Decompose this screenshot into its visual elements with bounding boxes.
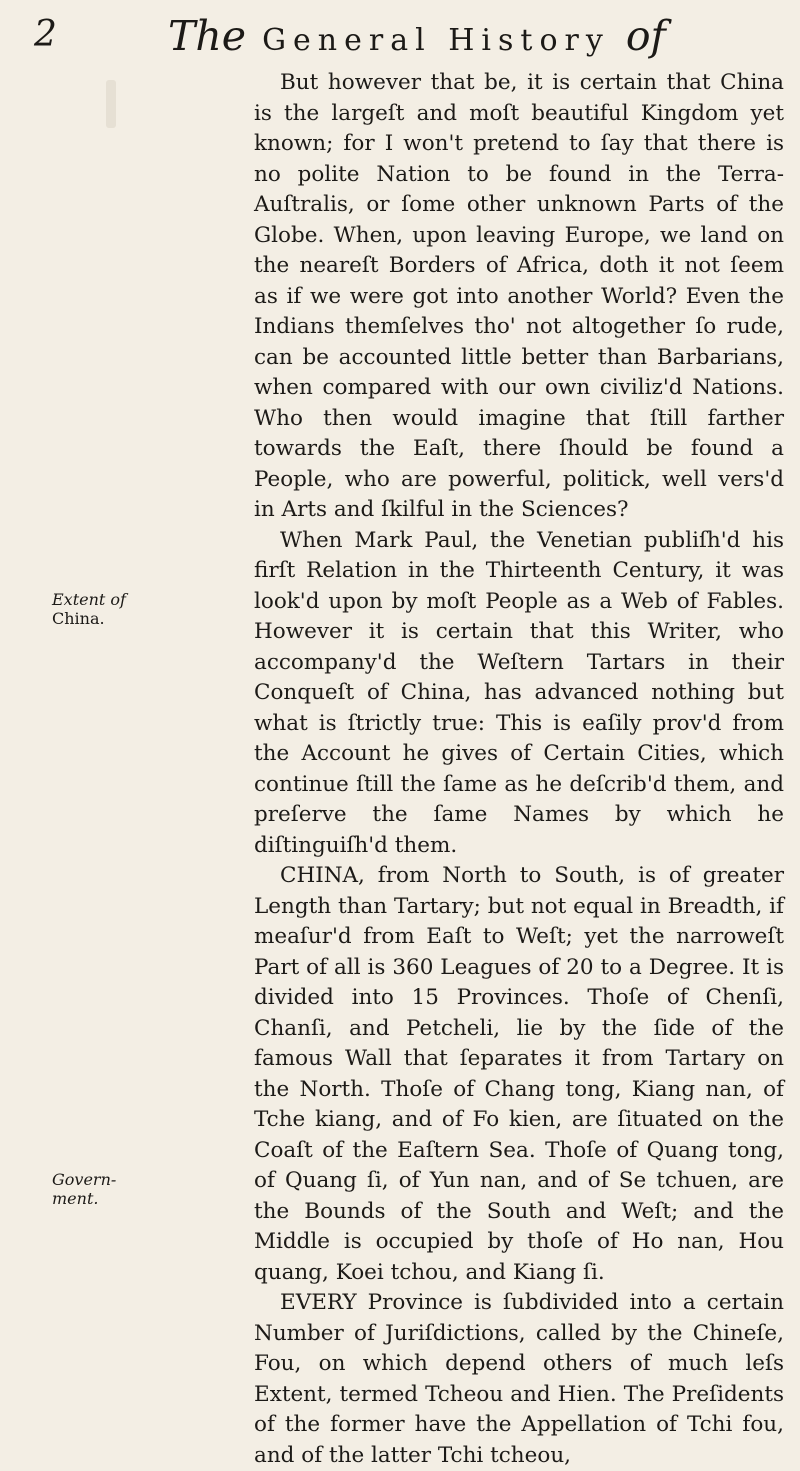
- running-header: [0, 10, 800, 70]
- margin-note-government: [52, 1170, 116, 1208]
- margin-note-extent: [52, 590, 126, 628]
- margin-note-govern-line1: Govern-: [52, 1170, 117, 1189]
- page-number: 2: [34, 14, 57, 55]
- main-text: [254, 68, 784, 1471]
- running-title: [168, 12, 666, 60]
- paragraph-3: CHINA, from North to South, is of greater Length than Tartary; but not equal in Breadth, if meaſur'd from Eaſt to Weſt; yet the narroweſt Part of all is 360 Leagues of 20 to a Degree. It is divided into 15 Provinces. Thoſe of Chenſi, Chanſi, and Petcheli, lie by the ſide of the famous Wall that ſeparates it from Tartary on the North. Thoſe of Chang tong, Kiang nan, of Tche kiang, and of Fo kien, are ſituated on the Coaſt of the Eaſtern Sea. Thoſe of Quang tong, of Quang ſi, of Yun nan, and of Se tchuen, are the Bounds of the South and Weſt; and the Middle is occupied by thoſe of Ho nan, Hou quang, Koei tchou, and Kiang ſi.: [254, 863, 784, 1285]
- title-the: The: [168, 12, 247, 60]
- margin-note-govern-line2: ment.: [52, 1189, 99, 1208]
- paragraph-1: But however that be, it is certain that China is the largeſt and moſt beautiful Kingdom yet known; for I won't pretend to ſay that there is no polite Nation to be found in the Terra-Auſtralis, or ſome other unknown Parts of the Globe. When, upon leaving Europe, we land on the neareſt Borders of Africa, doth it not ſeem as if we were got into another World? Even the Indians themſelves tho' not altogether ſo rude, can be accounted little better than Barbarians, when compared with our own civiliz'd Nations. Who then would imagine that ſtill farther towards the Eaſt, there ſhould be found a People, who are powerful, politick, well vers'd in Arts and ſkilful in the Sciences?: [254, 70, 784, 522]
- margin-note-extent-line2: China.: [52, 609, 105, 628]
- title-main: General History: [262, 23, 610, 58]
- title-of: of: [625, 12, 666, 60]
- paragraph-4: EVERY Province is ſubdivided into a certain Number of Juriſdictions, called by the Chineſe, Fou, on which depend others of much leſs Extent, termed Tcheou and Hien. The Preſidents of the former have the Appellation of Tchi fou, and of the latter Tchi tcheou,: [254, 1290, 784, 1468]
- page-stain: [106, 80, 116, 128]
- margin-note-extent-line1: Extent of: [52, 590, 126, 609]
- paragraph-2: When Mark Paul, the Venetian publiſh'd his firſt Relation in the Thirteenth Century, it was look'd upon by moſt People as a Web of Fables. However it is certain that this Writer, who accompany'd the Weſtern Tartars in their Conqueſt of China, has advanced nothing but what is ſtrictly true: This is eaſily prov'd from the Account he gives of Certain Cities, which continue ſtill the ſame as he deſcrib'd them, and preſerve the ſame Names by which he diſtinguiſh'd them.: [254, 527, 784, 858]
